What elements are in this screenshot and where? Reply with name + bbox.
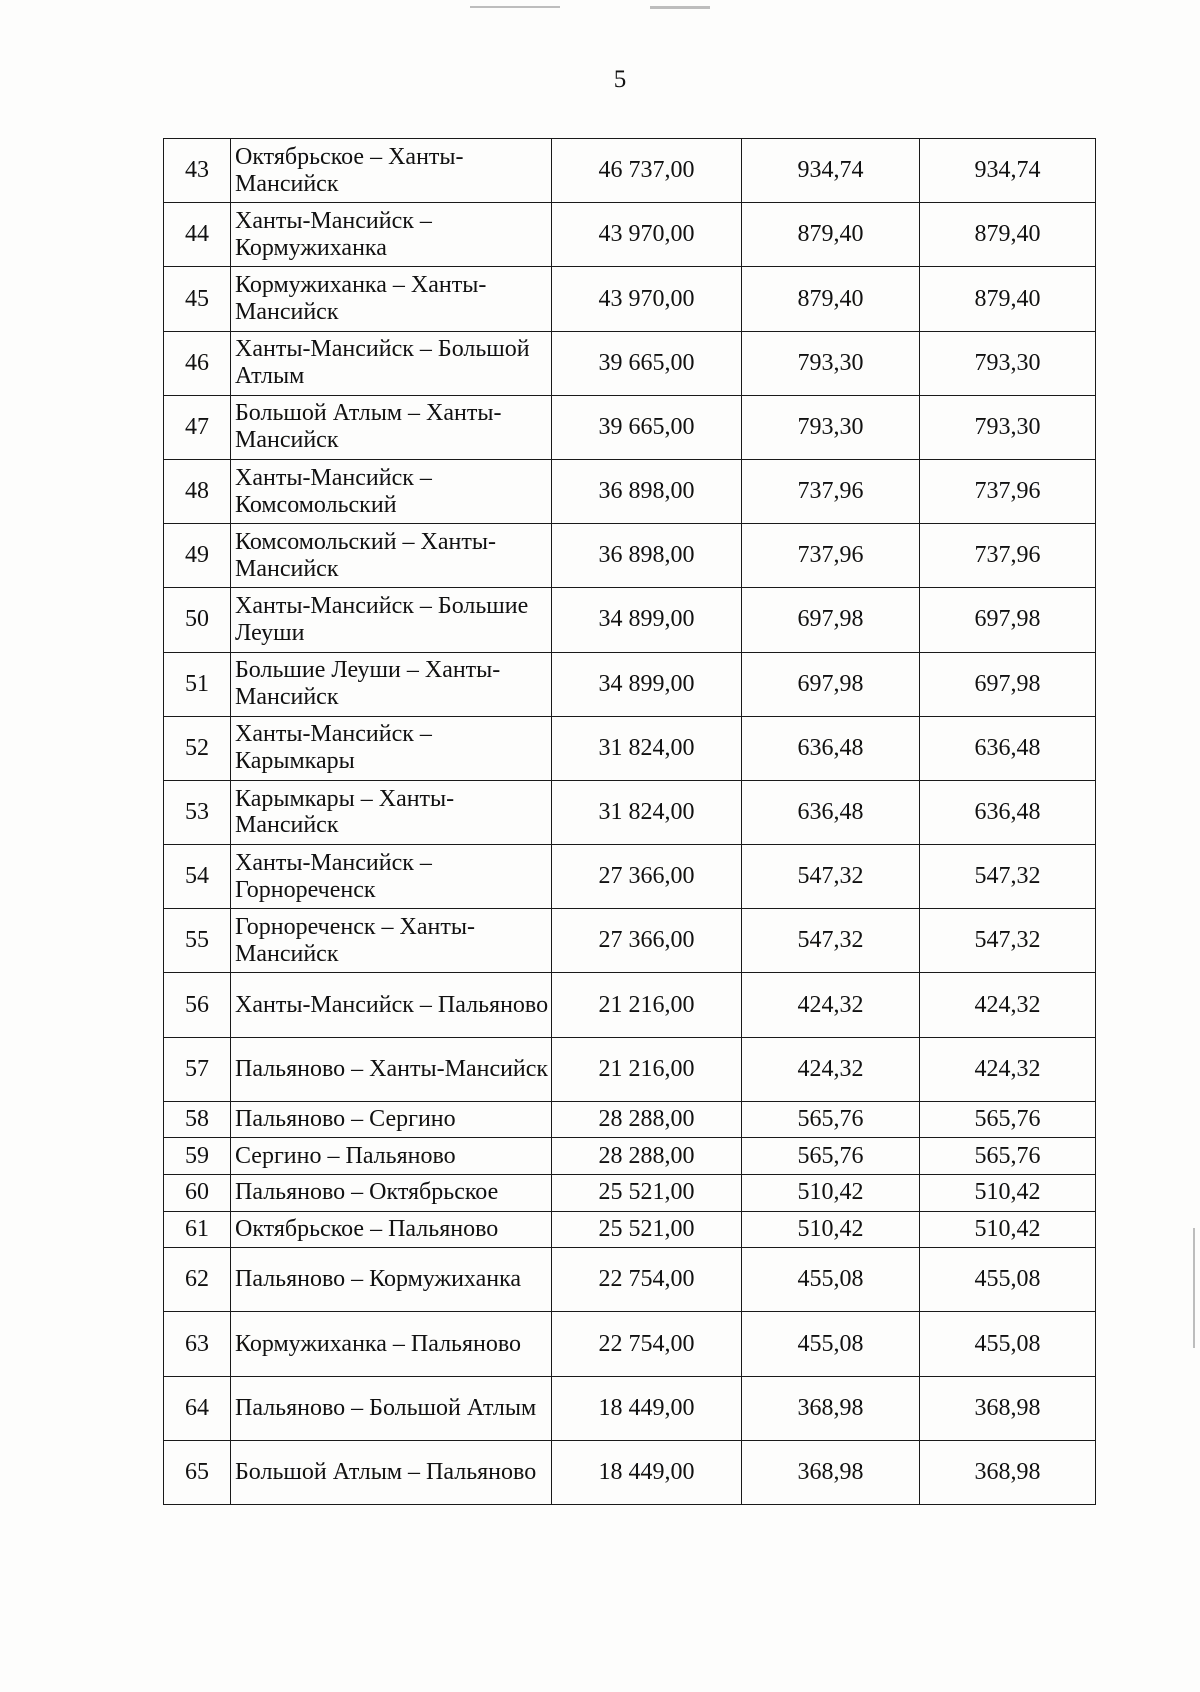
row-number: 63 <box>164 1312 231 1376</box>
row-number: 60 <box>164 1175 231 1212</box>
value-total: 31 824,00 <box>552 716 742 780</box>
value-per-unit: 368,98 <box>742 1376 920 1440</box>
value-total: 18 449,00 <box>552 1440 742 1504</box>
value-total: 36 898,00 <box>552 524 742 588</box>
row-number: 64 <box>164 1376 231 1440</box>
value-rate: 697,98 <box>920 652 1096 716</box>
value-total: 34 899,00 <box>552 588 742 652</box>
route-name: Ханты-Мансийск – Пальяново <box>231 973 552 1037</box>
scan-artifact <box>470 6 560 8</box>
table-row <box>164 1376 1096 1440</box>
table-row <box>164 909 1096 973</box>
route-name: Ханты-Мансийск – Большой Атлым <box>231 331 552 395</box>
table-row <box>164 203 1096 267</box>
route-name: Горнореченск – Ханты-Мансийск <box>231 909 552 973</box>
route-name: Большой Атлым – Пальяново <box>231 1440 552 1504</box>
table-body <box>164 139 1096 1505</box>
value-per-unit: 547,32 <box>742 909 920 973</box>
tariff-table <box>163 138 1096 1505</box>
route-name: Ханты-Мансийск – Карымкары <box>231 716 552 780</box>
value-rate: 455,08 <box>920 1248 1096 1312</box>
value-per-unit: 879,40 <box>742 267 920 331</box>
value-total: 46 737,00 <box>552 139 742 203</box>
value-rate: 565,76 <box>920 1101 1096 1138</box>
row-number: 59 <box>164 1138 231 1175</box>
value-per-unit: 697,98 <box>742 588 920 652</box>
value-total: 18 449,00 <box>552 1376 742 1440</box>
row-number: 44 <box>164 203 231 267</box>
value-total: 21 216,00 <box>552 973 742 1037</box>
table-row <box>164 139 1096 203</box>
value-rate: 455,08 <box>920 1312 1096 1376</box>
table-row <box>164 716 1096 780</box>
value-per-unit: 565,76 <box>742 1101 920 1138</box>
value-per-unit: 424,32 <box>742 973 920 1037</box>
row-number: 47 <box>164 395 231 459</box>
page-number: 5 <box>613 66 627 93</box>
table-row <box>164 780 1096 844</box>
route-name: Пальяново – Кормужиханка <box>231 1248 552 1312</box>
route-name: Пальяново – Сергино <box>231 1101 552 1138</box>
row-number: 52 <box>164 716 231 780</box>
table-row <box>164 1138 1096 1175</box>
route-name: Ханты-Мансийск – Комсомольский <box>231 459 552 523</box>
value-rate: 510,42 <box>920 1211 1096 1248</box>
value-rate: 636,48 <box>920 780 1096 844</box>
table-row <box>164 1248 1096 1312</box>
route-name: Большой Атлым – Ханты-Мансийск <box>231 395 552 459</box>
table-row <box>164 395 1096 459</box>
value-per-unit: 793,30 <box>742 395 920 459</box>
value-per-unit: 547,32 <box>742 845 920 909</box>
value-rate: 547,32 <box>920 909 1096 973</box>
route-name: Пальяново – Октябрьское <box>231 1175 552 1212</box>
route-name: Ханты-Мансийск – Кормужиханка <box>231 203 552 267</box>
value-rate: 793,30 <box>920 395 1096 459</box>
value-per-unit: 934,74 <box>742 139 920 203</box>
value-total: 39 665,00 <box>552 395 742 459</box>
table-row <box>164 1440 1096 1504</box>
value-total: 25 521,00 <box>552 1211 742 1248</box>
value-rate: 697,98 <box>920 588 1096 652</box>
value-rate: 737,96 <box>920 524 1096 588</box>
value-per-unit: 737,96 <box>742 459 920 523</box>
value-per-unit: 455,08 <box>742 1312 920 1376</box>
value-per-unit: 879,40 <box>742 203 920 267</box>
value-per-unit: 697,98 <box>742 652 920 716</box>
route-name: Большие Леуши – Ханты-Мансийск <box>231 652 552 716</box>
route-name: Октябрьское – Ханты-Мансийск <box>231 139 552 203</box>
value-total: 27 366,00 <box>552 845 742 909</box>
value-rate: 368,98 <box>920 1440 1096 1504</box>
row-number: 54 <box>164 845 231 909</box>
value-rate: 547,32 <box>920 845 1096 909</box>
value-rate: 793,30 <box>920 331 1096 395</box>
value-total: 36 898,00 <box>552 459 742 523</box>
value-rate: 510,42 <box>920 1175 1096 1212</box>
route-name: Ханты-Мансийск – Горнореченск <box>231 845 552 909</box>
value-per-unit: 424,32 <box>742 1037 920 1101</box>
table-row <box>164 331 1096 395</box>
table-row <box>164 973 1096 1037</box>
value-rate: 934,74 <box>920 139 1096 203</box>
row-number: 62 <box>164 1248 231 1312</box>
table-row <box>164 1101 1096 1138</box>
value-per-unit: 636,48 <box>742 780 920 844</box>
value-rate: 565,76 <box>920 1138 1096 1175</box>
value-per-unit: 510,42 <box>742 1175 920 1212</box>
scan-artifact <box>650 6 710 9</box>
route-name: Комсомольский – Ханты-Мансийск <box>231 524 552 588</box>
value-per-unit: 368,98 <box>742 1440 920 1504</box>
row-number: 45 <box>164 267 231 331</box>
value-per-unit: 793,30 <box>742 331 920 395</box>
row-number: 55 <box>164 909 231 973</box>
value-total: 22 754,00 <box>552 1312 742 1376</box>
table-row <box>164 1175 1096 1212</box>
value-per-unit: 636,48 <box>742 716 920 780</box>
row-number: 57 <box>164 1037 231 1101</box>
route-name: Сергино – Пальяново <box>231 1138 552 1175</box>
route-name: Октябрьское – Пальяново <box>231 1211 552 1248</box>
route-name: Пальяново – Ханты-Мансийск <box>231 1037 552 1101</box>
value-rate: 879,40 <box>920 203 1096 267</box>
table-row <box>164 1037 1096 1101</box>
row-number: 53 <box>164 780 231 844</box>
route-name: Кормужиханка – Пальяново <box>231 1312 552 1376</box>
value-rate: 737,96 <box>920 459 1096 523</box>
row-number: 58 <box>164 1101 231 1138</box>
value-rate: 424,32 <box>920 1037 1096 1101</box>
table-row <box>164 1312 1096 1376</box>
row-number: 49 <box>164 524 231 588</box>
value-per-unit: 455,08 <box>742 1248 920 1312</box>
value-per-unit: 510,42 <box>742 1211 920 1248</box>
route-name: Пальяново – Большой Атлым <box>231 1376 552 1440</box>
value-total: 25 521,00 <box>552 1175 742 1212</box>
value-total: 34 899,00 <box>552 652 742 716</box>
value-total: 28 288,00 <box>552 1101 742 1138</box>
row-number: 46 <box>164 331 231 395</box>
row-number: 48 <box>164 459 231 523</box>
value-total: 43 970,00 <box>552 267 742 331</box>
value-total: 39 665,00 <box>552 331 742 395</box>
value-rate: 636,48 <box>920 716 1096 780</box>
value-total: 21 216,00 <box>552 1037 742 1101</box>
row-number: 65 <box>164 1440 231 1504</box>
table-row <box>164 267 1096 331</box>
route-name: Ханты-Мансийск – Большие Леуши <box>231 588 552 652</box>
table-row <box>164 524 1096 588</box>
value-total: 31 824,00 <box>552 780 742 844</box>
table-row <box>164 459 1096 523</box>
table-row <box>164 845 1096 909</box>
row-number: 43 <box>164 139 231 203</box>
value-per-unit: 565,76 <box>742 1138 920 1175</box>
value-rate: 368,98 <box>920 1376 1096 1440</box>
row-number: 61 <box>164 1211 231 1248</box>
row-number: 50 <box>164 588 231 652</box>
value-rate: 424,32 <box>920 973 1096 1037</box>
value-total: 43 970,00 <box>552 203 742 267</box>
value-total: 22 754,00 <box>552 1248 742 1312</box>
table-row <box>164 588 1096 652</box>
value-total: 28 288,00 <box>552 1138 742 1175</box>
table-row <box>164 652 1096 716</box>
route-name: Кормужиханка – Ханты-Мансийск <box>231 267 552 331</box>
route-name: Карымкары – Ханты-Мансийск <box>231 780 552 844</box>
value-per-unit: 737,96 <box>742 524 920 588</box>
row-number: 56 <box>164 973 231 1037</box>
table-row <box>164 1211 1096 1248</box>
value-total: 27 366,00 <box>552 909 742 973</box>
value-rate: 879,40 <box>920 267 1096 331</box>
scan-artifact <box>1193 1228 1195 1348</box>
row-number: 51 <box>164 652 231 716</box>
